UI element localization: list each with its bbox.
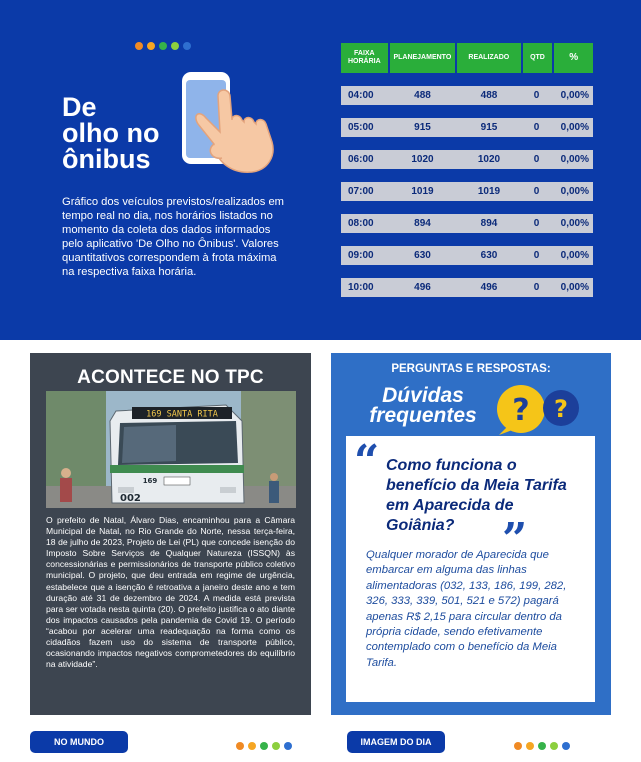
color-dot [538, 742, 546, 750]
color-dot [171, 42, 179, 50]
color-dot [284, 742, 292, 750]
cell-percent: 0,00% [560, 282, 589, 293]
news-body: O prefeito de Natal, Álvaro Dias, encaminhou para a Câmara Municipal de Natal, no Rio Grande do Norte, nessa terça-feira, 18 de julho de 2023, Projeto de Lei (PL) que concede isenção do Imposto Sobre Serviços de Qualquer Natureza (ISSQN) às concessionárias e permissionários de transporte público coletivo municipal. O projeto, que deu entrada em regime de urgência, estabelece que a isenção é retroativa a janeiro deste ano e tem duração até 31 de dezembro de 2024. A medida está prevista para ser votada nesta quinta (20). O prefeito justifica o ato diante dos impactos causados pela pandemia de Covid 19. O período “acabou por acelerar uma readequação na forma como os cidadãos fazem uso do sistema de transporte público, ocasionando impactos negativos comprometedores do equilíbrio na atividade”. [46, 515, 295, 670]
table-header [341, 43, 593, 73]
cell-percent: 0,00% [560, 90, 589, 101]
cell-done: 915 [480, 122, 498, 133]
color-dot [272, 742, 280, 750]
header-percent: % [554, 43, 593, 73]
cell-qty: 0 [533, 90, 540, 101]
news-title: ACONTECE NO TPC [77, 367, 264, 388]
cell-planned: 496 [414, 282, 431, 293]
table-row [341, 246, 593, 265]
header-planned: PLANEJAMENTO [390, 43, 455, 73]
hero-description: Gráfico dos veículos previstos/realizados em tempo real no dia, nos horários listados no momento da coleta dos dados informados pelo aplicativo 'De Olho no Ônibus'. Valores quantitativos correspondem à frota máxima na respectiva faixa horária. [62, 196, 284, 278]
table-row [341, 214, 593, 233]
cell-planned: 630 [414, 250, 431, 261]
cell-time: 09:00 [348, 250, 374, 261]
cell-done: 894 [480, 218, 498, 229]
open-quote-icon: “ [354, 436, 380, 487]
color-dot [260, 742, 268, 750]
header-qty: QTD [523, 43, 553, 73]
imagem-do-dia-button[interactable]: IMAGEM DO DIA [347, 731, 445, 753]
cell-qty: 0 [533, 154, 540, 165]
cell-time: 08:00 [348, 218, 374, 229]
cell-qty: 0 [533, 282, 540, 293]
bus-front-number: 169 [142, 477, 158, 485]
cell-planned: 894 [414, 218, 431, 229]
table-row [341, 118, 593, 137]
color-dot [135, 42, 143, 50]
cell-planned: 1020 [411, 154, 434, 165]
cell-done: 496 [480, 282, 498, 293]
faq-question: Como funciona o benefício da Meia Tarifa em Aparecida de Goiânia? [386, 457, 567, 534]
bus-route-sign: 169 SANTA RITA [146, 409, 218, 420]
hero-title: De olho no ônibus [62, 92, 160, 174]
faq-answer: Qualquer morador de Aparecida que embarcar em alguma das linhas alimentadoras (032, 133, 186, 199, 282, 326, 333, 339, 501, 521 e 572) pagará apenas R$ 2,15 para circular dentro da própria cidade, sendo efetivamente contemplado com o benefício da Meia Tarifa. [366, 549, 567, 669]
bus-fleet-number: 002 [120, 493, 141, 504]
news-card [30, 353, 311, 715]
color-dot [248, 742, 256, 750]
faq-title: Dúvidas frequentes [369, 384, 477, 427]
cell-qty: 0 [533, 122, 540, 133]
cell-percent: 0,00% [560, 154, 589, 165]
svg-text:?: ? [554, 395, 568, 423]
table-body [341, 86, 593, 297]
cell-percent: 0,00% [560, 122, 589, 133]
cell-qty: 0 [533, 250, 540, 261]
hand-phone-icon [170, 66, 280, 181]
cell-done: 1019 [477, 186, 501, 197]
cell-percent: 0,00% [560, 218, 589, 229]
color-dot [236, 742, 244, 750]
close-quote-icon: ” [502, 514, 528, 565]
cell-done: 488 [480, 90, 498, 101]
cell-time: 10:00 [348, 282, 374, 293]
cell-time: 04:00 [348, 90, 374, 101]
cell-time: 06:00 [348, 154, 374, 165]
cell-planned: 488 [414, 90, 431, 101]
cell-percent: 0,00% [560, 250, 589, 261]
color-dot [514, 742, 522, 750]
cell-qty: 0 [533, 218, 540, 229]
color-dot [183, 42, 191, 50]
cell-planned: 915 [414, 122, 431, 133]
color-dot [562, 742, 570, 750]
cell-done: 1020 [477, 154, 501, 165]
cell-time: 05:00 [348, 122, 374, 133]
color-dots [135, 42, 191, 50]
cell-planned: 1019 [411, 186, 434, 197]
table-row [341, 278, 593, 297]
faq-box [346, 436, 595, 702]
svg-text:?: ? [512, 393, 530, 428]
footer-dots-right [514, 742, 570, 750]
header-done: REALIZADO [457, 43, 520, 73]
faq-kicker: PERGUNTAS E RESPOSTAS: [391, 363, 551, 375]
table-row [341, 150, 593, 169]
bus-photo [46, 391, 296, 508]
footer-dots-left [236, 742, 292, 750]
header-time-range: FAIXA HORÁRIA [341, 43, 388, 73]
color-dot [550, 742, 558, 750]
hero-section [0, 0, 641, 340]
color-dot [147, 42, 155, 50]
no-mundo-button[interactable]: NO MUNDO [30, 731, 128, 753]
cell-done: 630 [480, 250, 498, 261]
question-marks-icon [485, 383, 585, 435]
cell-qty: 0 [533, 186, 540, 197]
color-dot [159, 42, 167, 50]
table-row [341, 182, 593, 201]
table-row [341, 86, 593, 105]
fleet-table [341, 43, 593, 310]
cell-percent: 0,00% [560, 186, 589, 197]
color-dot [526, 742, 534, 750]
cell-time: 07:00 [348, 186, 374, 197]
faq-card [331, 353, 611, 715]
